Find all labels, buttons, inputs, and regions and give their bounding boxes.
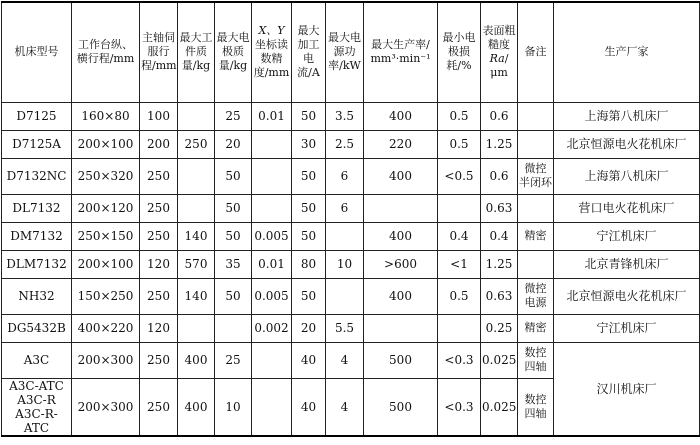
cell-note: 数控 四轴 — [518, 378, 554, 436]
cell-workpiece-mass: 250 — [178, 130, 215, 158]
cell-servo: 250 — [140, 278, 178, 314]
cell-workpiece-mass — [178, 102, 215, 130]
cell-current: 50 — [292, 222, 326, 250]
cell-wear: 0.5 — [438, 102, 481, 130]
table-row — [2, 314, 700, 342]
cell-power: 4 — [326, 342, 364, 378]
table-row — [2, 342, 700, 378]
cell-roughness: 0.025 — [481, 342, 518, 378]
cell-xy-precision — [252, 158, 292, 194]
cell-current: 30 — [292, 130, 326, 158]
cell-electrode-mass: 50 — [215, 194, 252, 222]
cell-servo: 200 — [140, 130, 178, 158]
cell-maker: 上海第八机床厂 — [554, 158, 700, 194]
cell-xy-precision: 0.005 — [252, 278, 292, 314]
cell-servo: 250 — [140, 378, 178, 436]
header-roughness-symbol: Ra — [489, 52, 505, 66]
cell-travel: 250×320 — [72, 158, 140, 194]
cell-servo: 250 — [140, 222, 178, 250]
cell-productivity: 220 — [364, 130, 438, 158]
cell-note — [518, 194, 554, 222]
table-row — [2, 102, 700, 130]
cell-electrode-mass — [215, 314, 252, 342]
cell-roughness: 0.025 — [481, 378, 518, 436]
cell-maker: 北京青锋机床厂 — [554, 250, 700, 278]
header-productivity — [364, 2, 438, 102]
cell-maker: 汉川机床厂 — [554, 342, 700, 436]
cell-wear — [438, 194, 481, 222]
cell-travel: 200×300 — [72, 378, 140, 436]
cell-note — [518, 130, 554, 158]
header-electrode-mass: 最大电极质量/kg — [215, 2, 252, 102]
cell-travel: 200×100 — [72, 130, 140, 158]
cell-productivity: 400 — [364, 222, 438, 250]
header-roughness — [481, 2, 518, 102]
cell-electrode-mass: 25 — [215, 102, 252, 130]
cell-note: 微控 半闭环 — [518, 158, 554, 194]
cell-model: D7132NC — [2, 158, 72, 194]
cell-productivity: 400 — [364, 102, 438, 130]
cell-workpiece-mass: 140 — [178, 278, 215, 314]
header-xy-precision-rest: 坐标读数精度/mm — [253, 38, 290, 80]
cell-travel: 200×300 — [72, 342, 140, 378]
header-servo: 主轴伺服行程/mm — [140, 2, 178, 102]
cell-workpiece-mass: 140 — [178, 222, 215, 250]
cell-power: 4 — [326, 378, 364, 436]
cell-note: 微控 电源 — [518, 278, 554, 314]
cell-travel: 200×120 — [72, 194, 140, 222]
cell-power: 5.5 — [326, 314, 364, 342]
table-row — [2, 278, 700, 314]
cell-servo: 250 — [140, 342, 178, 378]
cell-roughness: 0.6 — [481, 158, 518, 194]
cell-model: NH32 — [2, 278, 72, 314]
cell-travel: 160×80 — [72, 102, 140, 130]
cell-travel: 200×100 — [72, 250, 140, 278]
cell-current: 40 — [292, 378, 326, 436]
cell-workpiece-mass — [178, 158, 215, 194]
cell-xy-precision — [252, 194, 292, 222]
cell-power: 2.5 — [326, 130, 364, 158]
cell-power — [326, 222, 364, 250]
cell-xy-precision: 0.005 — [252, 222, 292, 250]
cell-wear: <0.5 — [438, 158, 481, 194]
cell-travel: 400×220 — [72, 314, 140, 342]
cell-power — [326, 278, 364, 314]
cell-productivity: 500 — [364, 378, 438, 436]
cell-servo: 120 — [140, 250, 178, 278]
header-productivity-line1: 最大生产率/ — [371, 38, 430, 52]
cell-electrode-mass: 50 — [215, 158, 252, 194]
cell-xy-precision — [252, 378, 292, 436]
cell-servo: 100 — [140, 102, 178, 130]
header-productivity-line2: mm³·min⁻¹ — [370, 52, 431, 66]
cell-productivity: 400 — [364, 158, 438, 194]
cell-roughness: 0.63 — [481, 278, 518, 314]
cell-wear: 0.4 — [438, 222, 481, 250]
cell-electrode-mass: 50 — [215, 222, 252, 250]
cell-wear: <0.3 — [438, 378, 481, 436]
cell-workpiece-mass: 400 — [178, 342, 215, 378]
cell-current: 50 — [292, 158, 326, 194]
header-workpiece-mass: 最大工件质量/kg — [178, 2, 215, 102]
cell-workpiece-mass: 400 — [178, 378, 215, 436]
cell-power: 6 — [326, 194, 364, 222]
cell-productivity — [364, 314, 438, 342]
cell-model: DG5432B — [2, 314, 72, 342]
cell-note: 数控 四轴 — [518, 342, 554, 378]
table-row — [2, 250, 700, 278]
cell-roughness: 0.25 — [481, 314, 518, 342]
cell-model: D7125A — [2, 130, 72, 158]
cell-electrode-mass: 50 — [215, 278, 252, 314]
cell-servo: 250 — [140, 158, 178, 194]
cell-xy-precision: 0.01 — [252, 102, 292, 130]
cell-current: 20 — [292, 314, 326, 342]
cell-current: 50 — [292, 278, 326, 314]
cell-note — [518, 102, 554, 130]
header-current: 最大加工电流/A — [292, 2, 326, 102]
cell-travel: 250×150 — [72, 222, 140, 250]
cell-workpiece-mass: 570 — [178, 250, 215, 278]
cell-wear — [438, 314, 481, 342]
cell-model: DLM7132 — [2, 250, 72, 278]
cell-model: DL7132 — [2, 194, 72, 222]
cell-current: 50 — [292, 194, 326, 222]
cell-xy-precision — [252, 342, 292, 378]
cell-xy-precision — [252, 130, 292, 158]
cell-roughness: 0.4 — [481, 222, 518, 250]
cell-maker: 营口电火花机床厂 — [554, 194, 700, 222]
cell-model: D7125 — [2, 102, 72, 130]
header-xy-precision-prefix: X、Y — [258, 24, 285, 38]
cell-xy-precision: 0.002 — [252, 314, 292, 342]
cell-maker: 北京恒源电火花机床厂 — [554, 130, 700, 158]
cell-maker: 上海第八机床厂 — [554, 102, 700, 130]
table-row — [2, 158, 700, 194]
cell-power: 10 — [326, 250, 364, 278]
cell-power: 6 — [326, 158, 364, 194]
cell-electrode-mass: 10 — [215, 378, 252, 436]
cell-roughness: 1.25 — [481, 250, 518, 278]
cell-electrode-mass: 35 — [215, 250, 252, 278]
cell-current: 40 — [292, 342, 326, 378]
cell-productivity: 500 — [364, 342, 438, 378]
cell-power: 3.5 — [326, 102, 364, 130]
cell-wear: 0.5 — [438, 278, 481, 314]
cell-wear: 0.5 — [438, 130, 481, 158]
cell-maker: 宁江机床厂 — [554, 222, 700, 250]
cell-note — [518, 250, 554, 278]
cell-model: A3C — [2, 342, 72, 378]
table-row — [2, 130, 700, 158]
cell-note: 精密 — [518, 314, 554, 342]
cell-workpiece-mass — [178, 194, 215, 222]
header-wear: 最小电极损耗/% — [438, 2, 481, 102]
cell-note: 精密 — [518, 222, 554, 250]
cell-maker: 北京恒源电火花机床厂 — [554, 278, 700, 314]
cell-xy-precision: 0.01 — [252, 250, 292, 278]
cell-roughness: 0.6 — [481, 102, 518, 130]
cell-servo: 250 — [140, 194, 178, 222]
header-xy-precision — [252, 2, 292, 102]
header-travel: 工作台纵、横行程/mm — [72, 2, 140, 102]
cell-maker: 宁江机床厂 — [554, 314, 700, 342]
cell-workpiece-mass — [178, 314, 215, 342]
header-roughness-unit: /μm — [490, 52, 509, 80]
cell-current: 50 — [292, 102, 326, 130]
cell-wear: <0.3 — [438, 342, 481, 378]
cell-model: DM7132 — [2, 222, 72, 250]
cell-productivity — [364, 194, 438, 222]
cell-current: 80 — [292, 250, 326, 278]
cell-electrode-mass: 20 — [215, 130, 252, 158]
header-model: 机床型号 — [2, 2, 72, 102]
header-notes: 备注 — [518, 2, 554, 102]
header-roughness-main: 表面粗糙度 — [482, 24, 516, 52]
cell-travel: 150×250 — [72, 278, 140, 314]
header-power: 最大电源功率/kW — [326, 2, 364, 102]
cell-electrode-mass: 25 — [215, 342, 252, 378]
cell-roughness: 0.63 — [481, 194, 518, 222]
cell-servo: 120 — [140, 314, 178, 342]
cell-wear: <1 — [438, 250, 481, 278]
table-row — [2, 194, 700, 222]
table-row — [2, 222, 700, 250]
header-maker: 生产厂家 — [554, 2, 700, 102]
cell-productivity: >600 — [364, 250, 438, 278]
cell-model: A3C-ATC A3C-R A3C-R-ATC — [2, 378, 72, 436]
cell-roughness: 1.25 — [481, 130, 518, 158]
cell-productivity: 400 — [364, 278, 438, 314]
edm-machine-spec-table — [1, 1, 700, 437]
